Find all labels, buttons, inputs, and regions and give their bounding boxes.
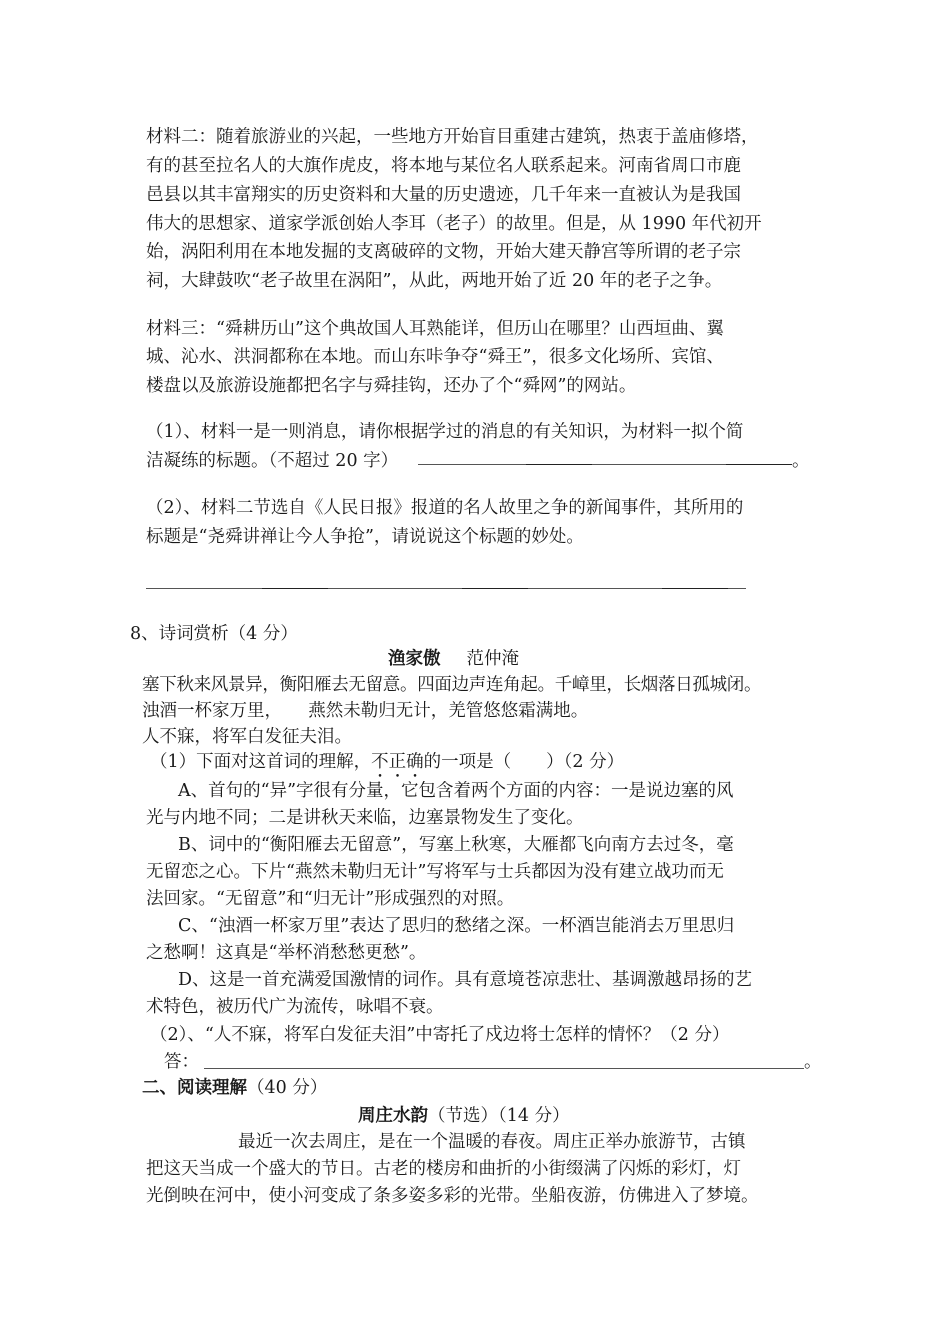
poem-title: 渔家傲 bbox=[388, 649, 441, 669]
poem-question-1 bbox=[150, 751, 624, 782]
period: 。 bbox=[804, 1052, 822, 1072]
question-1-text: 洁凝练的标题。（不超过 20 字） bbox=[146, 451, 399, 471]
poem-question-2: （2）、“人不寐，将军白发征夫泪”中寄托了戍边将士怎样的情怀？（2 分） bbox=[150, 1025, 730, 1045]
option-d-line: 术特色，被历代广为流传，咏唱不衰。 bbox=[146, 997, 444, 1017]
answer-blank-segment bbox=[462, 588, 528, 589]
poem-line: 人不寐，将军白发征夫泪。 bbox=[142, 727, 352, 747]
answer-blank-segment bbox=[262, 588, 328, 589]
question-1-text: （1）、材料一是一则消息，请你根据学过的消息的有关知识，为材料一拟个简 bbox=[146, 422, 744, 442]
answer-blank-segment bbox=[526, 464, 592, 465]
answer-blank-segment bbox=[662, 588, 728, 589]
question-2-text: （2）、材料二节选自《人民日报》报道的名人故里之争的新闻事件，其所用的 bbox=[146, 498, 744, 518]
option-a-line: A、首句的“异”字很有分量，它包含着两个方面的内容：一是说边塞的风 bbox=[178, 781, 734, 801]
poem-line: 浊酒一杯家万里， 燕然未勒归无计，羌管悠悠霜满地。 bbox=[142, 701, 589, 721]
article-title bbox=[358, 1105, 570, 1127]
option-b-line: B、词中的“衡阳雁去无留意”，写塞上秋寒，大雁都飞向南方去过冬，毫 bbox=[178, 835, 734, 855]
option-a-line: 光与内地不同；二是讲秋天来临，边塞景物发生了变化。 bbox=[146, 808, 584, 828]
period: 。 bbox=[792, 451, 810, 471]
answer-label: 答： bbox=[164, 1052, 199, 1072]
option-b-line: 法回家。“无留意”和“归无计”形成强烈的对照。 bbox=[146, 889, 515, 909]
option-c-line: C、“浊酒一杯家万里”表达了思归的愁绪之深。一杯酒岂能消去万里思归 bbox=[178, 916, 735, 936]
article-line: 光倒映在河中，使小河变成了条多姿多彩的光带。坐船夜游，仿佛进入了梦境。 bbox=[146, 1186, 759, 1206]
poem-header bbox=[388, 648, 519, 670]
material-2-line: 始，涡阳利用在本地发掘的支离破碎的文物，开始大建天静宫等所谓的老子宗 bbox=[146, 242, 741, 262]
material-3-line: 城、沁水、洪洞都称在本地。而山东咔争夺“舜王”，很多文化场所、宾馆、 bbox=[146, 347, 724, 367]
answer-blank[interactable] bbox=[146, 588, 746, 589]
poem-author: 范仲淹 bbox=[466, 649, 519, 669]
article-line: 最近一次去周庄，是在一个温暖的春夜。周庄正举办旅游节，古镇 bbox=[238, 1132, 746, 1152]
material-2-line: 伟大的思想家、道家学派创始人李耳（老子）的故里。但是，从 1990 年代初开 bbox=[146, 214, 762, 234]
material-3-line: 楼盘以及旅游设施都把名字与舜挂钩，还办了个“舜网”的网站。 bbox=[146, 376, 637, 396]
article-title-text: 周庄水韵 bbox=[358, 1106, 428, 1126]
answer-blank-segment bbox=[726, 464, 792, 465]
material-2-line: 有的甚至拉名人的大旗作虎皮，将本地与某位名人联系起来。河南省周口市鹿 bbox=[146, 156, 741, 176]
option-d-line: D、这是一首充满爱国激情的词作。具有意境苍凉悲壮、基调激越昂扬的艺 bbox=[178, 970, 753, 990]
material-3-line: 材料三：“舜耕历山”这个典故国人耳熟能详，但历山在哪里？山西垣曲、翼 bbox=[146, 319, 724, 339]
heading-points: （40 分） bbox=[247, 1078, 328, 1098]
part-2-heading bbox=[142, 1077, 327, 1099]
question-text: （1）下面对这首词的理解， bbox=[150, 752, 372, 772]
emphasis-text: 不正确 bbox=[371, 752, 424, 772]
article-line: 把这天当成一个盛大的节日。古老的楼房和曲折的小街缀满了闪烁的彩灯，灯 bbox=[146, 1159, 741, 1179]
option-c-line: 之愁啊！这真是“举杯消愁愁更愁”。 bbox=[146, 943, 427, 963]
option-b-line: 无留恋之心。下片“燕然未勒归无计”写将军与士兵都因为没有建立战功而无 bbox=[146, 862, 724, 882]
material-2-line: 祠，大肆鼓吹“老子故里在涡阳”，从此，两地开始了近 20 年的老子之争。 bbox=[146, 271, 723, 291]
material-2-line: 邑县以其丰富翔实的历史资料和大量的历史遗迹，几千年来一直被认为是我国 bbox=[146, 185, 741, 205]
question-text: 的一项是（ ）（2 分） bbox=[423, 752, 625, 772]
heading-bold: 二、阅读理解 bbox=[142, 1078, 247, 1098]
question-2-text: 标题是“尧舜讲禅让今人争抢”，请说说这个标题的妙处。 bbox=[146, 527, 584, 547]
answer-blank[interactable] bbox=[204, 1068, 804, 1069]
material-2-line: 材料二：随着旅游业的兴起，一些地方开始盲目重建古建筑，热衷于盖庙修塔， bbox=[146, 127, 759, 147]
article-title-note: （节选）（14 分） bbox=[428, 1106, 570, 1126]
poem-line: 塞下秋来风景异，衡阳雁去无留意。四面边声连角起。千嶂里，长烟落日孤城闭。 bbox=[142, 675, 762, 695]
section-8-heading: 8、诗词赏析（4 分） bbox=[130, 624, 298, 644]
